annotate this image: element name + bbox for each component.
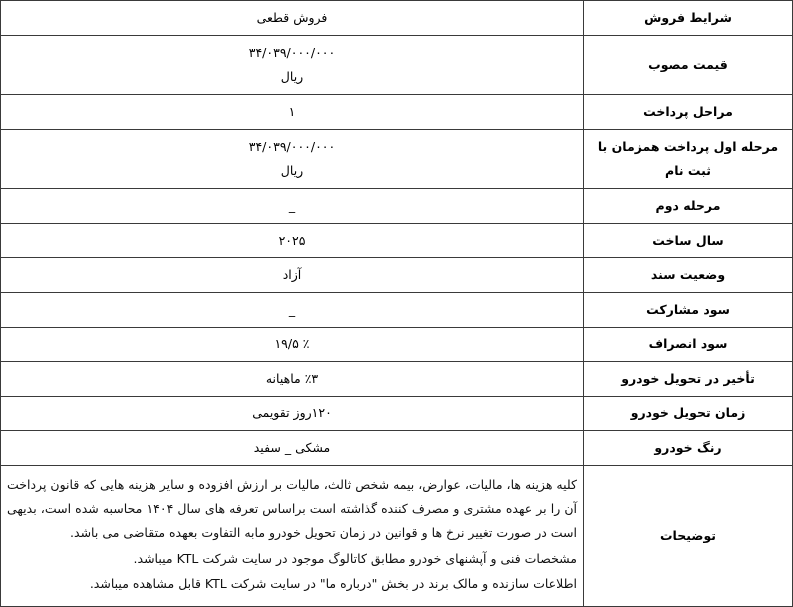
- value-line: ٪ ۱۹/۵: [274, 336, 310, 352]
- row-label-model-year: سال ساخت: [584, 223, 793, 258]
- value-line: فروش قطعی: [256, 9, 328, 25]
- row-value-delivery-delay-penalty: [1, 362, 584, 397]
- value-line-unit: ریال: [280, 68, 304, 84]
- row-label-payment-stages: مراحل پرداخت: [584, 95, 793, 130]
- table-row: [1, 292, 793, 327]
- value-line: آزاد: [282, 267, 302, 283]
- row-label-delivery-delay-penalty: تأخیر در تحویل خودرو: [584, 362, 793, 397]
- label-line-1: مرحله اول: [713, 139, 779, 155]
- table-row: [1, 431, 793, 466]
- row-label-approved-price: قیمت مصوب: [584, 35, 793, 95]
- table-body: [1, 1, 793, 607]
- row-value-document-status: [1, 258, 584, 293]
- row-label-delivery-time: زمان تحویل خودرو: [584, 396, 793, 431]
- value-line: ٪۳ ماهیانه: [265, 370, 319, 386]
- table-row: [1, 362, 793, 397]
- note-paragraph-2: مشخصات فنی و آپشنهای خودرو مطابق کاتالوگ موجود در سایت شرکت KTL میباشد.: [133, 550, 577, 566]
- row-label-first-stage: [584, 129, 793, 189]
- note-paragraph-3: اطلاعات سازنده و مالک برند در بخش "درباره ما" در سایت شرکت KTL قابل مشاهده میباشد.: [89, 576, 577, 592]
- value-line-unit: ریال: [280, 163, 304, 178]
- row-value-second-stage: [1, 189, 584, 224]
- row-value-approved-price: [1, 35, 584, 95]
- table-row: [1, 1, 793, 36]
- table-row: [1, 258, 793, 293]
- note-paragraph-1: کلیه هزینه ها، مالیات، عوارض، بیمه شخص ثالث، مالیات بر ارزش افزوده و سایر هزینه هایی که قانون پرداخت آن را بر عهده مشتری و مصرف کننده گذاشته است براساس تعرفه های سال ۱۴۰۴ محاسبه شده است، بدیهی است در صورت تغییر نرخ ها و قوانین در زمان تحویل خودرو مابه التفاوت بعهده متقاضی می باشد.: [7, 477, 577, 540]
- table-row: [1, 396, 793, 431]
- table-row: [1, 189, 793, 224]
- value-line: ۳۴/۰۳۹/۰۰۰/۰۰۰: [248, 139, 336, 155]
- table-row: [1, 95, 793, 130]
- row-label-participation-profit: سود مشارکت: [584, 292, 793, 327]
- table-row-notes: [1, 465, 793, 606]
- row-value-notes: [1, 465, 584, 606]
- row-value-delivery-time: [1, 396, 584, 431]
- row-label-notes: توضیحات: [584, 465, 793, 606]
- table-row: [1, 327, 793, 362]
- value-line: ۱: [288, 104, 296, 120]
- table-row: [1, 35, 793, 95]
- row-value-participation-profit: [1, 292, 584, 327]
- value-line: ۲۰۲۵: [278, 232, 306, 248]
- label-line-3: ثبت نام: [665, 163, 711, 178]
- value-line: مشکی _ سفید: [253, 440, 331, 456]
- value-line: _: [288, 301, 296, 317]
- table-row: [1, 223, 793, 258]
- row-label-document-status: وضعیت سند: [584, 258, 793, 293]
- value-line: ۳۴/۰۳۹/۰۰۰/۰۰۰: [248, 45, 336, 61]
- label-line-2: پرداخت همزمان با: [597, 139, 710, 155]
- row-value-vehicle-color: [1, 431, 584, 466]
- row-value-payment-stages: [1, 95, 584, 130]
- value-line: _: [288, 198, 296, 214]
- row-label-sales-terms: شرایط فروش: [584, 1, 793, 36]
- row-label-second-stage: مرحله دوم: [584, 189, 793, 224]
- table-row: [1, 129, 793, 189]
- row-value-first-stage: [1, 129, 584, 189]
- row-label-cancellation-profit: سود انصراف: [584, 327, 793, 362]
- row-value-model-year: [1, 223, 584, 258]
- row-value-sales-terms: [1, 1, 584, 36]
- row-value-cancellation-profit: [1, 327, 584, 362]
- value-line: ۱۲۰روز تقویمی: [252, 405, 332, 421]
- row-label-vehicle-color: رنگ خودرو: [584, 431, 793, 466]
